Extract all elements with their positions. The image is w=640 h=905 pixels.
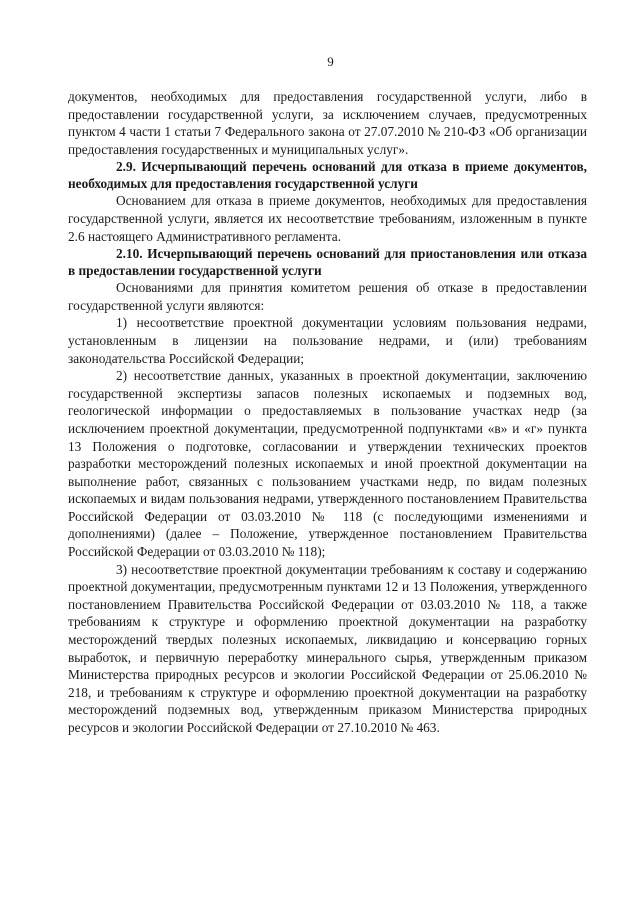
section-heading-2-9: 2.9. Исчерпывающий перечень оснований для отказа в приеме документов, необходимых для предоставления государственной услуги — [68, 159, 587, 192]
paragraph-refusal-basis: Основанием для отказа в приеме документов, необходимых для предоставления государственной услуги, является их несоответствие требованиям, изложенным в пункте 2.6 настоящего Административного регламента. — [68, 193, 587, 244]
list-item-3: 3) несоответствие проектной документации требованиям к составу и содержанию проектной документации, предусмотренным пунктами 12 и 13 Положения, утвержденного постановлением Правительства Российской Федерации от 03.03.2010 № 118, а также требованиям к структуре и оформлению проектной документации на разработку месторождений твердых полезных ископаемых, ликвидацию и консервацию горных выработок, и первичную переработку минерального сырья, утвержденным приказом Министерства природных ресурсов и экологии Российской Федерации от 25.06.2010 № 218, и требованиям к структуре и оформлению проектной документации на разработку месторождений подземных вод, утвержденным приказом Министерства природных ресурсов и экологии Российской Федерации от 27.10.2010 № 463. — [68, 561, 587, 735]
list-item-2: 2) несоответствие данных, указанных в проектной документации, заключению государственной экспертизы запасов полезных ископаемых и подземных вод, геологической информации о предоставляемых в пользование участках недр (за исключением проектной документации, предусмотренной подпунктами «в» и «г» пункта 13 Положения о подготовке, согласовании и утверждении технических проектов разработки месторождений полезных ископаемых и иной проектной документации на выполнение работ, связанных с пользованием участками недр, по видам полезных ископаемых и видам пользования недрами, утвержденного постановлением Правительства Российской Федерации от 03.03.2010 № 118 (с последующими изменениями и дополнениями) (далее – Положение, утвержденное постановлением Правительства Российской Федерации от 03.03.2010 № 118); — [68, 368, 587, 560]
paragraph-continuation: документов, необходимых для предоставления государственной услуги, либо в предоставлении государственной услуги, за исключением случаев, предусмотренных пунктом 4 части 1 статьи 7 Федерального закона от 27.07.2010 № 210-ФЗ «Об организации предоставления государственных и муниципальных услуг». — [68, 89, 587, 157]
document-page — [68, 54, 587, 737]
page-number: 9 — [327, 54, 334, 69]
paragraph-refusal-grounds-intro: Основаниями для принятия комитетом решения об отказе в предоставлении государственной услуги являются: — [68, 280, 587, 313]
section-heading-2-10: 2.10. Исчерпывающий перечень оснований для приостановления или отказа в предоставлении государственной услуги — [68, 246, 587, 279]
list-item-1: 1) несоответствие проектной документации условиям пользования недрами, установленным в лицензии на пользование недрами, и (или) требованиям законодательства Российской Федерации; — [68, 315, 587, 366]
